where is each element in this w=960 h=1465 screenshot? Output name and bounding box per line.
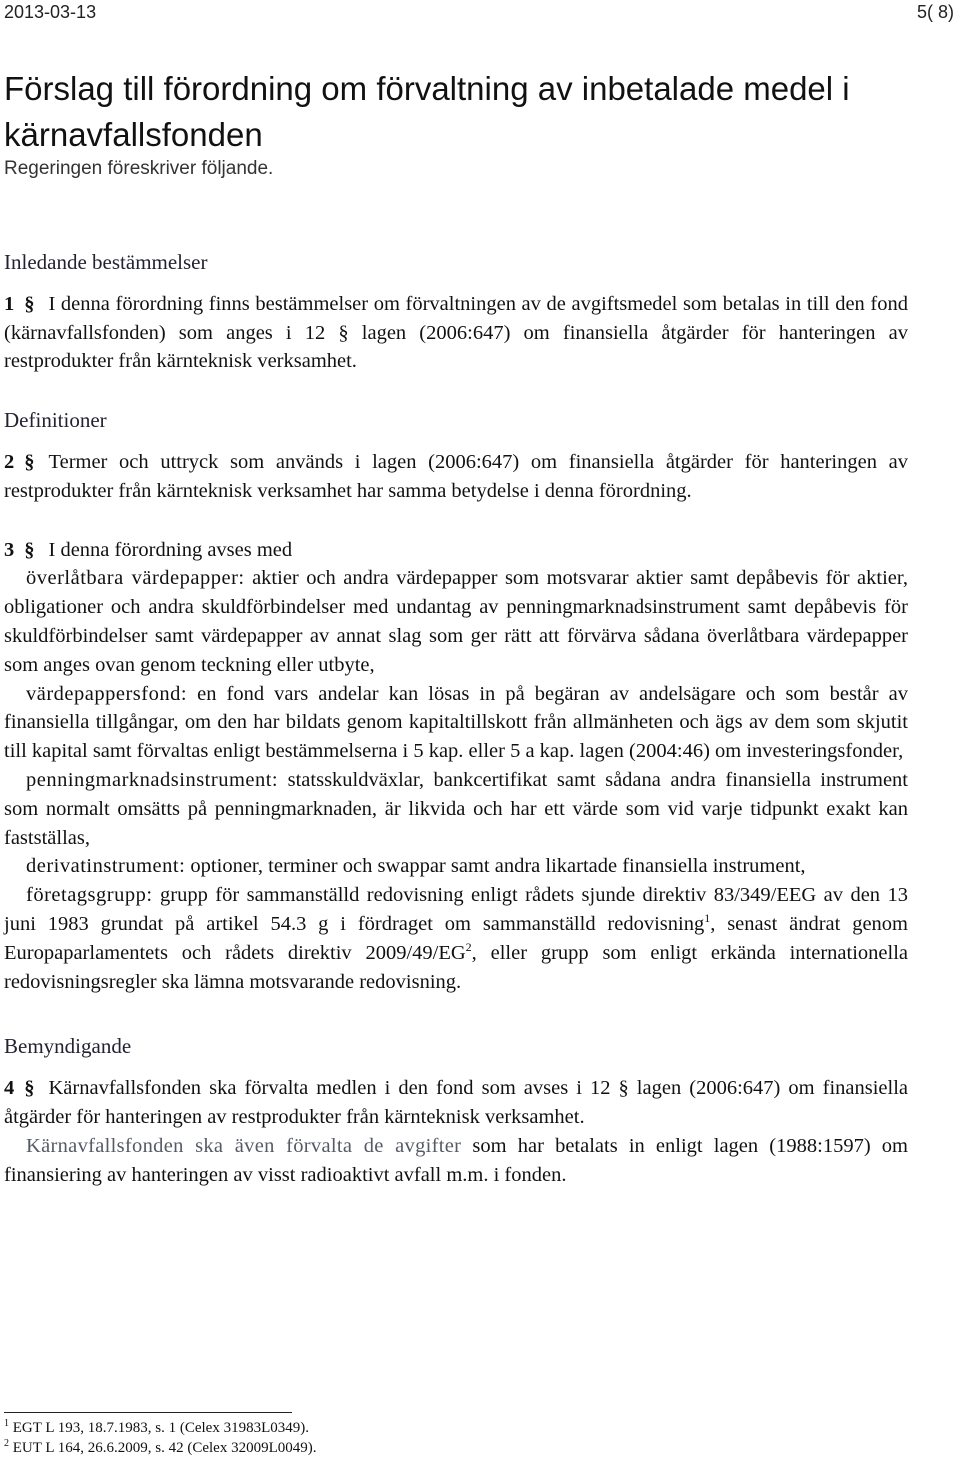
section-sign: §: [24, 292, 35, 315]
paragraph-text: I denna förordning finns bestämmelser om förvaltningen av de avgiftsmedel som betalas in till den fond (kärnavfallsfonden) som anges i 12 § lagen (2006:647) om finansiella åtgärder för hanteringen av restprodukter från kärnteknisk verksamhet.: [4, 292, 908, 373]
page-number: 5( 8): [916, 2, 954, 22]
footnote-ref: 1: [704, 911, 711, 926]
definition-term: företagsgrupp:: [26, 884, 153, 907]
definition-term: överlåtbara värdepapper:: [26, 567, 245, 590]
definition-text: statsskuldväxlar, bankcertifikat samt sådana andra finansiella instrument som normalt omsätts på penningmarknaden, är likvida och har ett värde som vid varje tidpunkt exakt kan fastställas,: [4, 768, 908, 849]
definition-text: , senast ändrat genom Europaparlamentets och rådets direktiv 2009/49/EG: [4, 912, 908, 964]
definition-text: , eller grupp som enligt erkända internationella redovisningsregler ska lämna motsvarande redovisning.: [4, 941, 908, 993]
section-sign: §: [24, 1077, 35, 1100]
paragraph-4: [4, 1074, 908, 1132]
section-number: 1: [4, 292, 15, 315]
definition-term: värdepappersfond:: [26, 682, 188, 705]
definition-text: grupp för sammanställd redovisning enligt rådets sjunde direktiv 83/349/EEG av den 13 juni 1983 grundat på artikel 54.3 g i fördraget om sammanställd redovisning: [4, 884, 908, 935]
section-sign: §: [24, 450, 35, 473]
footnote-2: [4, 1438, 316, 1458]
paragraph-text: I denna förordning avses med: [48, 538, 293, 561]
paragraph-text: som har betalats in enligt lagen (1988:1597) om finansiering av hanteringen av visst radioaktivt avfall m.m. i fonden.: [4, 1134, 908, 1186]
definition-text: en fond vars andelar kan lösas in på begäran av andelsägare och som består av finansiella tillgångar, om den har bildats genom kapitaltillskott från allmänheten och ägs av dem som skjutit till kapital samt förvaltas enligt bestämmelserna i 5 kap. eller 5 a kap. lagen (2004:46) om investeringsfonder,: [4, 682, 908, 763]
footnote-text: EGT L 193, 18.7.1983, s. 1 (Celex 31983L0349).: [9, 1420, 309, 1436]
paragraph-text: Termer och uttryck som används i lagen (2006:647) om finansiella åtgärder för hanteringen av restprodukter från kärnteknisk verksamhet har samma betydelse i denna förordning.: [4, 450, 908, 502]
definition-term: derivatinstrument:: [26, 855, 186, 878]
heading-bemyndigande: Bemyndigande: [4, 1034, 132, 1059]
page-header: [4, 2, 954, 26]
paragraph-1: [4, 290, 908, 376]
document-title: Förslag till förordning om förvaltning av inbetalade medel i kärnavfallsfonden: [4, 70, 850, 153]
heading-inledande: Inledande bestämmelser: [4, 250, 208, 274]
footnotes: [4, 1418, 316, 1458]
definition-2: [4, 680, 908, 766]
section-sign: §: [24, 538, 35, 561]
paragraph-text: Kärnavfallsfonden ska förvalta medlen i den fond som avses i 12 § lagen (2006:647) om finansiella åtgärder för hanteringen av restprodukter från kärnteknisk verksamhet.: [4, 1077, 908, 1128]
heading-definitioner: Definitioner: [4, 408, 107, 433]
intro-text: Regeringen föreskriver följande.: [4, 158, 274, 179]
header-date: 2013-03-13: [4, 2, 97, 22]
paragraph-2: [4, 448, 908, 506]
definition-3: [4, 766, 908, 852]
definition-1: [4, 564, 908, 679]
footnote-number: 2: [4, 1438, 9, 1449]
footnote-1: [4, 1418, 316, 1438]
definition-term: penningmarknadsinstrument:: [26, 768, 279, 791]
section-number: 2: [4, 450, 15, 473]
definition-5: [4, 881, 908, 996]
section-number: 4: [4, 1077, 15, 1100]
definition-text: optioner, terminer och swappar samt andra likartade finansiella instrument,: [185, 855, 806, 878]
footnote-text: EUT L 164, 26.6.2009, s. 42 (Celex 32009L0049).: [9, 1440, 317, 1456]
paragraph-4-second: [4, 1132, 908, 1190]
document-body: [4, 248, 908, 1189]
highlighted-text: Kärnavfallsfonden ska även förvalta de avgifter: [26, 1134, 462, 1157]
definition-text: aktier och andra värdepapper som motsvarar aktier samt depåbevis för aktier, obligationer och andra skuldförbindelser med undantag av penningmarknadsinstrument samt depåbevis för skuldförbindelser samt värdepapper av annat slag som ger rätt att förvärva sådana överlåtbara värdepapper som anges ovan genom teckning eller utbyte,: [4, 567, 908, 676]
footnote-number: 1: [4, 1418, 9, 1429]
footnote-divider: [4, 1412, 292, 1413]
footnote-ref: 2: [465, 939, 472, 954]
section-number: 3: [4, 538, 15, 561]
definition-4: [4, 852, 908, 881]
paragraph-3: [4, 536, 908, 565]
